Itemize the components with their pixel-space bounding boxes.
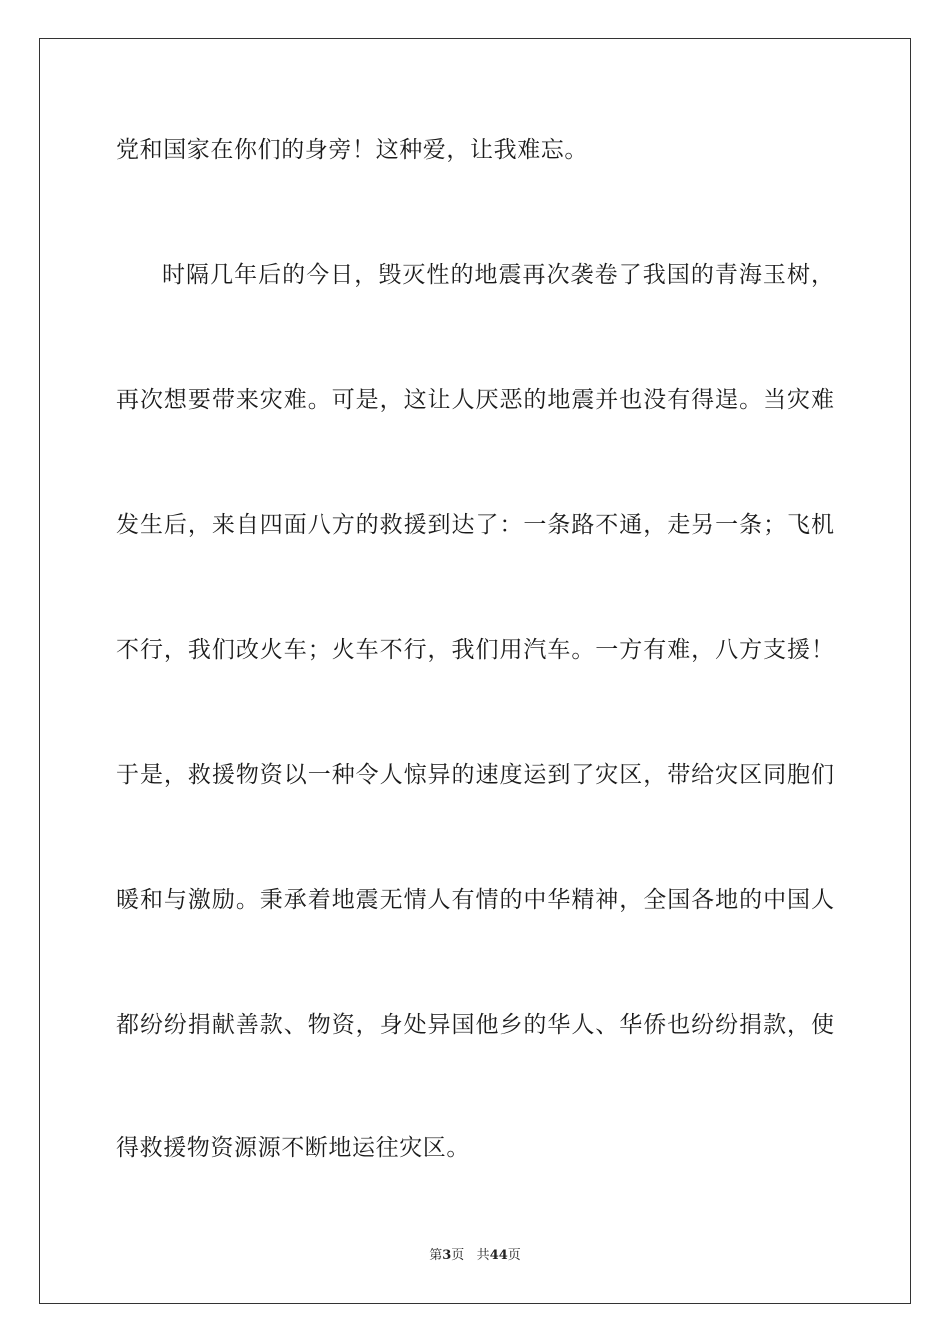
total-suffix: 页 bbox=[507, 1248, 521, 1263]
text-line-3: 再次想要带来灾难。可是，这让人厌恶的地震并也没有得逞。当灾难 bbox=[116, 387, 834, 413]
page-footer bbox=[0, 1247, 950, 1265]
text-line-7: 暖和与激励。秉承着地震无情人有情的中华精神，全国各地的中国人 bbox=[116, 887, 834, 913]
page-prefix: 第 bbox=[429, 1248, 443, 1263]
text-line-1: 党和国家在你们的身旁！这种爱，让我难忘。 bbox=[116, 137, 588, 163]
total-prefix: 共 bbox=[476, 1248, 490, 1263]
text-line-4: 发生后，来自四面八方的救援到达了：一条路不通，走另一条；飞机 bbox=[116, 512, 834, 538]
page-border bbox=[39, 38, 911, 1304]
text-line-6: 于是，救援物资以一种令人惊异的速度运到了灾区，带给灾区同胞们 bbox=[116, 762, 834, 788]
text-line-9: 得救援物资源源不断地运往灾区。 bbox=[116, 1135, 470, 1161]
text-line-8: 都纷纷捐献善款、物资，身处异国他乡的华人、华侨也纷纷捐款，使 bbox=[116, 1012, 834, 1038]
text-line-5: 不行，我们改火车；火车不行，我们用汽车。一方有难，八方支援！ bbox=[116, 637, 834, 663]
page-suffix: 页 bbox=[451, 1248, 465, 1263]
page-number: 3 bbox=[442, 1248, 452, 1263]
total-pages: 44 bbox=[489, 1248, 508, 1263]
paragraph-start-line: 时隔几年后的今日，毁灭性的地震再次袭卷了我国的青海玉树， bbox=[162, 262, 834, 288]
